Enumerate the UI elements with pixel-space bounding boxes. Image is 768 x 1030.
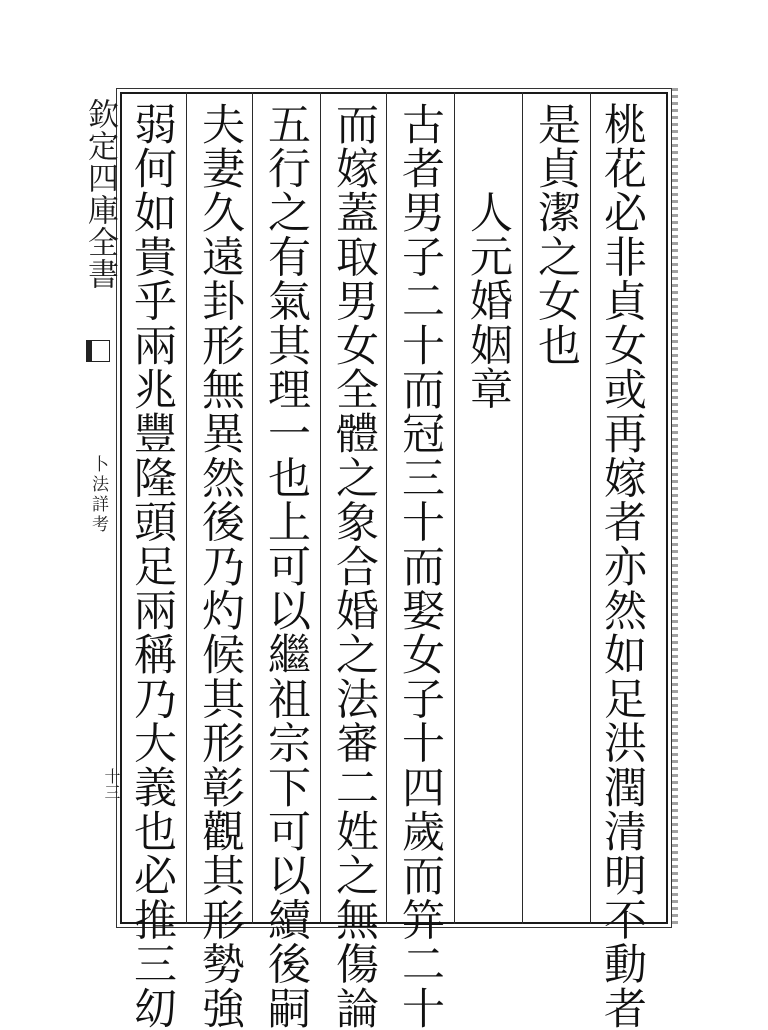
column-rule bbox=[522, 92, 523, 924]
column-rule bbox=[252, 92, 253, 924]
text-column-2: 是貞潔之女也 bbox=[531, 102, 581, 368]
text-column-4: 古者男子二十而冠三十而娶女子十四歲而笄二十 bbox=[395, 102, 445, 1030]
text-column-6: 五行之有氣其理一也上可以繼祖宗下可以續後嗣 bbox=[261, 102, 311, 1030]
chapter-heading: 人元婚姻章 bbox=[463, 190, 513, 411]
column-rule bbox=[186, 92, 187, 924]
column-rule bbox=[386, 92, 387, 924]
section-title: 卜法詳考 bbox=[88, 455, 108, 535]
fish-tail-mark-icon bbox=[86, 340, 110, 362]
text-column-7: 夫妻久遠卦形無異然後乃灼候其形彰觀其形勢強 bbox=[195, 102, 245, 1030]
text-column-5: 而嫁蓋取男女全體之象合婚之法審二姓之無傷論 bbox=[329, 102, 379, 1030]
book-title: 欽定四庫全書 bbox=[82, 98, 118, 290]
text-column-8: 弱何如貴乎兩兆豐隆頭足兩稱乃大義也必推三㓜 bbox=[127, 102, 177, 1030]
column-rule bbox=[320, 92, 321, 924]
text-column-1: 桃花必非貞女或再嫁者亦然如足洪潤清明不動者 bbox=[597, 102, 647, 1030]
column-rule bbox=[454, 92, 455, 924]
page-number: 十三 bbox=[102, 768, 121, 800]
column-rule bbox=[590, 92, 591, 924]
page-edge-right bbox=[672, 88, 678, 928]
